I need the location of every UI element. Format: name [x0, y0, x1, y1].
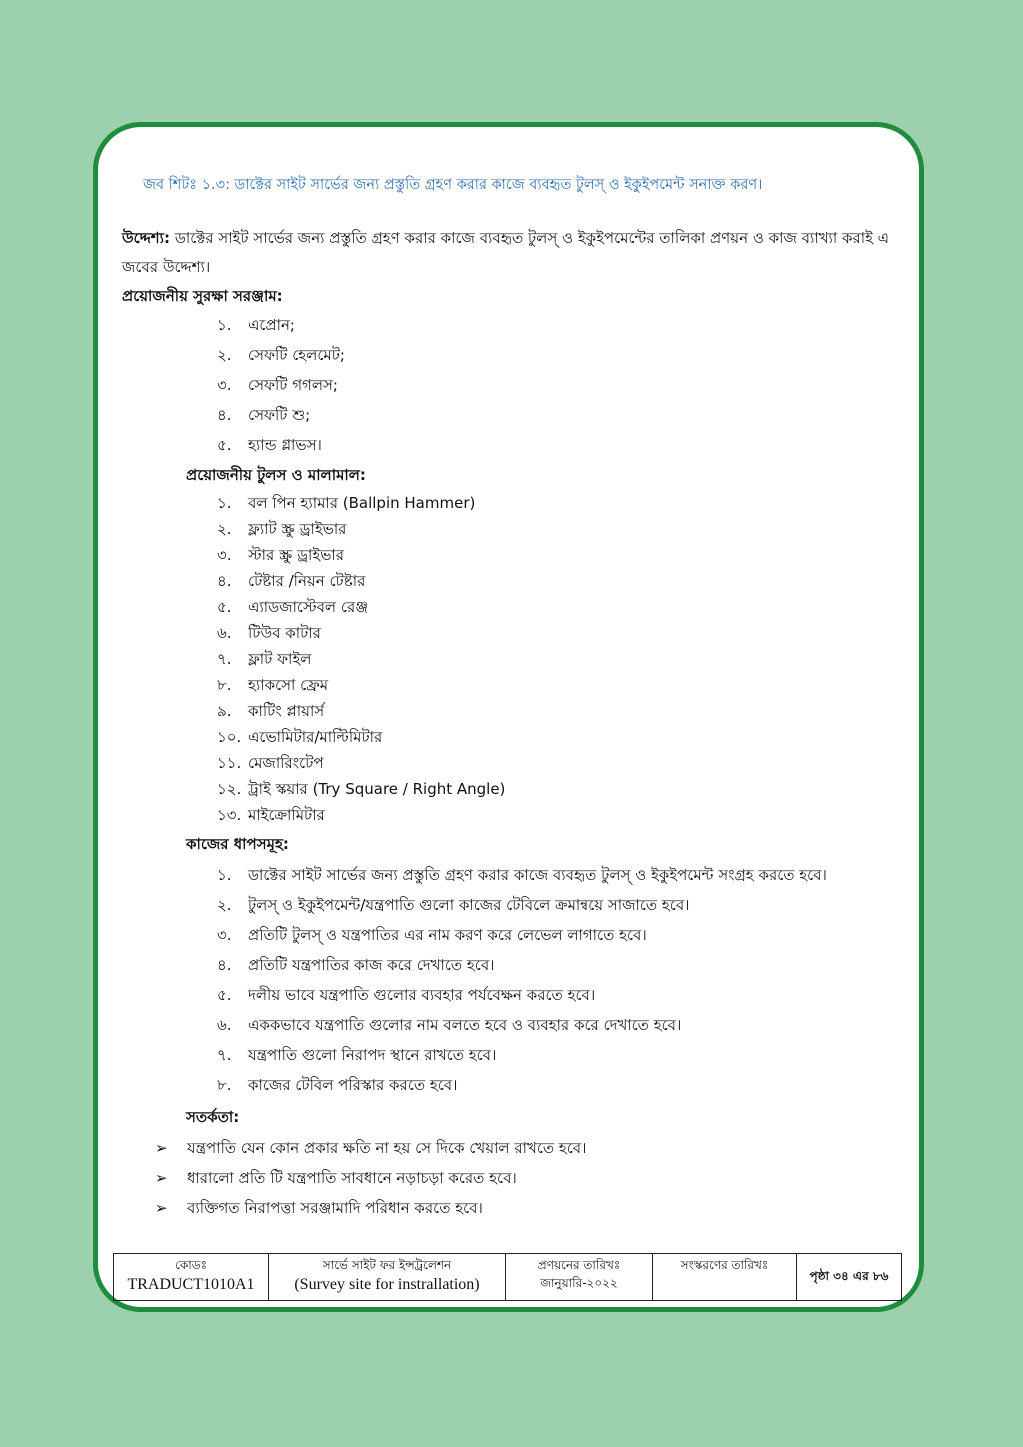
list-item	[217, 922, 827, 952]
list-item-text: যন্ত্রপাতি গুলো নিরাপদ স্থানে রাখতে হবে।	[248, 1046, 497, 1064]
list-item-number: ৪.	[217, 572, 232, 590]
list-item-number: ১.	[217, 494, 232, 512]
footer-course-bn: সার্ভে সাইট ফর ইন্সট্রলেশন	[322, 1258, 452, 1272]
footer-revision-label: সংস্করণের তারিখঃ	[680, 1258, 769, 1272]
list-item-text: সেফটি শু;	[248, 406, 311, 424]
arrow-bullet-icon: ➢	[155, 1139, 168, 1157]
list-item-number: ৭.	[217, 1046, 232, 1064]
caution-item-text: ব্যক্তিগত নিরাপত্তা সরঞ্জামাদি পরিধান করতে হবে।	[187, 1199, 483, 1217]
list-item	[217, 1042, 827, 1072]
list-item	[217, 726, 505, 752]
list-item-number: ১.	[217, 866, 232, 884]
list-item-number: ৩.	[217, 376, 232, 394]
list-item	[217, 402, 345, 432]
list-item	[217, 1012, 827, 1042]
list-item	[217, 518, 505, 544]
steps-list	[217, 862, 827, 1102]
list-item-text: মাইক্রোমিটার	[248, 806, 325, 824]
list-item-text: স্টার স্ক্রু ড্রাইভার	[248, 546, 344, 564]
safety-heading: প্রয়োজনীয় সুরক্ষা সরঞ্জাম:	[122, 287, 283, 305]
list-item-text: সেফটি হেলমেট;	[248, 346, 345, 364]
list-item-text: এপ্রোন;	[248, 316, 295, 334]
list-item-number: ৩.	[217, 546, 232, 564]
caution-item	[155, 1166, 587, 1196]
list-item	[217, 778, 505, 804]
footer-table	[113, 1253, 902, 1301]
list-item-number: ৫.	[217, 436, 232, 454]
caution-item-text: যন্ত্রপাতি যেন কোন প্রকার ক্ষতি না হয় সে দিকে খেয়াল রাখতে হবে।	[187, 1139, 587, 1157]
list-item-text: এ্যাডজাস্টেবল রেঞ্জ	[248, 598, 369, 616]
list-item-text: টুলস্ ও ইকুইপমেন্ট/যন্ত্রপাতি গুলো কাজের টেবিলে ক্রমান্বয়ে সাজাতে হবে।	[248, 896, 690, 914]
list-item-number: ২.	[217, 896, 232, 914]
caution-item	[155, 1196, 587, 1226]
list-item	[217, 674, 505, 700]
caution-item-text: ধারালো প্রতি টি যন্ত্রপাতি সাবধানে নড়াচড়া করেত হবে।	[187, 1169, 517, 1187]
list-item-text: ফ্লাট ফাইল	[248, 650, 312, 668]
list-item-number: ১.	[217, 316, 232, 334]
footer-course-cell	[269, 1254, 506, 1301]
list-item-number: ১০.	[217, 728, 242, 746]
list-item-number: ১৩.	[217, 806, 242, 824]
list-item	[217, 342, 345, 372]
footer-prepared-cell	[506, 1254, 653, 1301]
list-item-number: ৬.	[217, 624, 232, 642]
list-item-number: ৬.	[217, 1016, 232, 1034]
list-item-number: ২.	[217, 520, 232, 538]
objective-text: ডাক্টের সাইট সার্ভের জন্য প্রস্তুতি গ্রহণ করার কাজে ব্যবহৃত টুলস্ ও ইকুইপমেন্টের তালিকা প্রণয়ন ও কাজ ব্যাখ্যা করাই এ জবের উদ্দেশ্য।	[122, 229, 890, 276]
footer-prepared-value: জানুয়ারি-২০২২	[540, 1276, 618, 1290]
list-item-text: ডাক্টের সাইট সার্ভের জন্য প্রস্তুতি গ্রহণ করার কাজে ব্যবহৃত টুলস্ ও ইকুইপমেন্ট সংগ্রহ করতে হবে।	[248, 866, 827, 884]
list-item	[217, 544, 505, 570]
tools-list	[217, 492, 505, 830]
list-item	[217, 570, 505, 596]
list-item	[217, 312, 345, 342]
list-item-text: বল পিন হ্যামার (Ballpin Hammer)	[248, 494, 476, 512]
list-item-number: ৩.	[217, 926, 232, 944]
list-item	[217, 492, 505, 518]
list-item	[217, 892, 827, 922]
footer-course-en: (Survey site for instrallation)	[294, 1276, 480, 1293]
list-item-number: ৪.	[217, 956, 232, 974]
tools-heading: প্রয়োজনীয় টুলস ও মালামাল:	[186, 466, 366, 484]
list-item	[217, 596, 505, 622]
list-item	[217, 862, 827, 892]
list-item-text: টেষ্টার /নিয়ন টেষ্টার	[248, 572, 366, 590]
list-item	[217, 700, 505, 726]
list-item	[217, 804, 505, 830]
list-item	[217, 622, 505, 648]
objective-paragraph	[122, 224, 907, 282]
arrow-bullet-icon: ➢	[155, 1169, 168, 1187]
list-item	[217, 648, 505, 674]
list-item-text: কাটিং প্লায়ার্স	[248, 702, 325, 720]
safety-list	[217, 312, 345, 462]
list-item-text: ট্রাই স্কয়ার (Try Square / Right Angle)	[248, 780, 506, 798]
footer-page-number: পৃষ্ঠা ৩৪ এর ৮৬	[809, 1269, 889, 1283]
list-item-text: হ্যান্ড গ্লাভস।	[248, 436, 322, 454]
list-item-number: ৯.	[217, 702, 232, 720]
footer-prepared-label: প্রণয়নের তারিখঃ	[537, 1258, 621, 1272]
list-item-text: এককভাবে যন্ত্রপাতি গুলোর নাম বলতে হবে ও ব্যবহার করে দেখাতে হবে।	[248, 1016, 682, 1034]
list-item	[217, 432, 345, 462]
list-item-number: ২.	[217, 346, 232, 364]
objective-label: উদ্দেশ্য:	[122, 229, 171, 247]
list-item-text: দলীয় ভাবে যন্ত্রপাতি গুলোর ব্যবহার পর্যবেক্ষন করতে হবে।	[248, 986, 596, 1004]
caution-list	[155, 1136, 587, 1226]
list-item-text: কাজের টেবিল পরিস্কার করতে হবে।	[248, 1076, 458, 1094]
list-item	[217, 982, 827, 1012]
caution-heading: সতর্কতা:	[186, 1108, 240, 1126]
list-item	[217, 752, 505, 778]
list-item-text: হ্যাকসো ফ্রেম	[248, 676, 329, 694]
list-item-text: এভোমিটার/মাল্টিমিটার	[248, 728, 383, 746]
list-item-number: ৫.	[217, 986, 232, 1004]
list-item	[217, 1072, 827, 1102]
list-item-number: ৪.	[217, 406, 232, 424]
arrow-bullet-icon: ➢	[155, 1199, 168, 1217]
caution-item	[155, 1136, 587, 1166]
list-item	[217, 952, 827, 982]
list-item-number: ৭.	[217, 650, 232, 668]
list-item-text: প্রতিটি টুলস্ ও যন্ত্রপাতির এর নাম করণ করে লেভেল লাগাতে হবে।	[248, 926, 647, 944]
list-item-number: ৮.	[217, 676, 232, 694]
list-item-text: প্রতিটি যন্ত্রপাতির কাজ করে দেখাতে হবে।	[248, 956, 495, 974]
footer-code-value: TRADUCT1010A1	[127, 1276, 255, 1293]
list-item-number: ১২.	[217, 780, 242, 798]
list-item-text: ফ্ল্যাট স্ক্রু ড্রাইভার	[248, 520, 347, 538]
steps-heading: কাজের ধাপসমূহ:	[186, 835, 289, 853]
list-item	[217, 372, 345, 402]
footer-page-cell	[797, 1254, 902, 1301]
job-sheet-title: জব শিটঃ ১.৩: ডাক্টের সাইট সার্ভের জন্য প্রস্তুতি গ্রহণ করার কাজে ব্যবহৃত টুলস্ ও ইকুইপমেন্ট সনাক্ত করণ।	[143, 177, 763, 193]
list-item-text: টিউব কাটার	[248, 624, 321, 642]
footer-revision-cell	[653, 1254, 797, 1301]
footer-code-cell	[114, 1254, 269, 1301]
list-item-number: ৫.	[217, 598, 232, 616]
footer-code-label: কোডঃ	[175, 1258, 207, 1272]
list-item-text: মেজারিংটেপ	[248, 754, 324, 772]
list-item-number: ১১.	[217, 754, 242, 772]
list-item-number: ৮.	[217, 1076, 232, 1094]
list-item-text: সেফটি গগলস;	[248, 376, 338, 394]
